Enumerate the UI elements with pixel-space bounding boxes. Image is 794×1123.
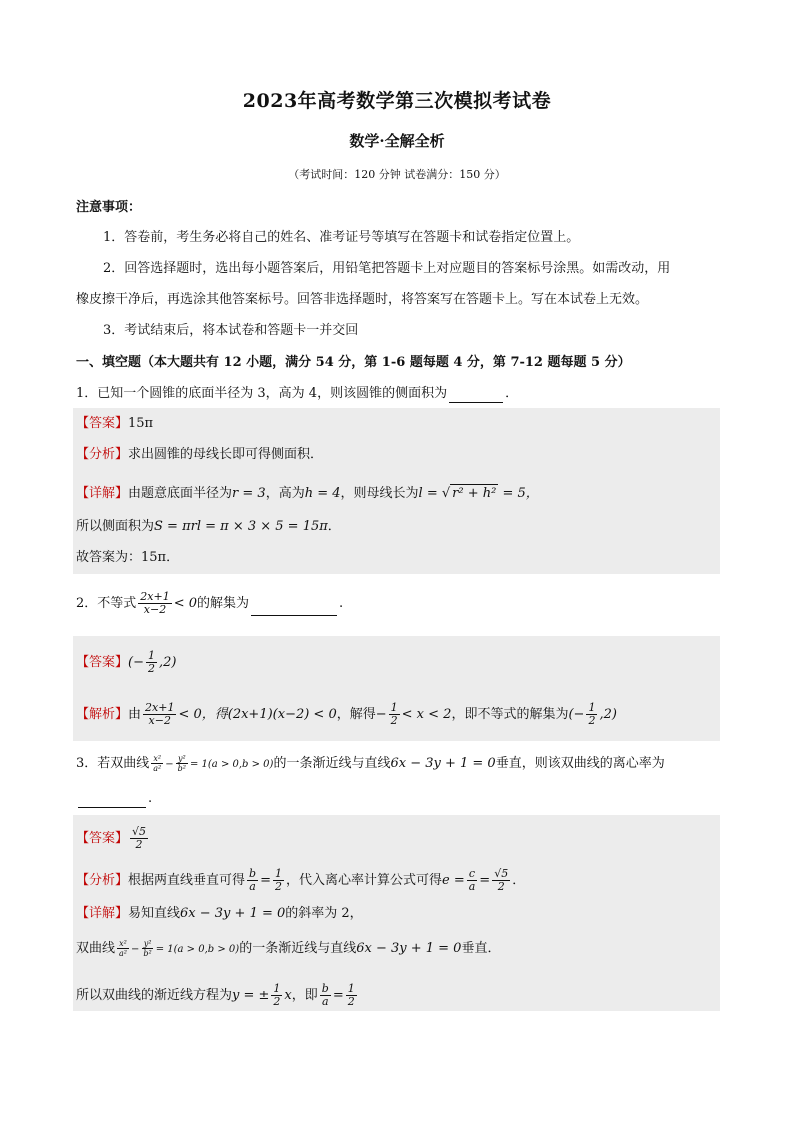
q2-an-f: < x < 2 bbox=[401, 707, 452, 722]
q3-half-num: 1 bbox=[274, 867, 282, 880]
q3-an-g: ，代入离心率计算公式可得 bbox=[285, 873, 442, 888]
q1-analysis-text: 求出圆锥的母线长即可得侧面积． bbox=[128, 447, 324, 462]
q2-frac-num: 2x+1 bbox=[140, 590, 170, 603]
q2-answer-den: 2 bbox=[147, 662, 155, 675]
q2-an-frac-num: 2x+1 bbox=[145, 701, 175, 714]
q2-an-e: − bbox=[375, 707, 387, 722]
q2-an-half-den: 2 bbox=[390, 714, 398, 727]
answer-blank bbox=[78, 793, 146, 808]
q3-answer bbox=[76, 826, 150, 851]
analysis-tag: 【分析】 bbox=[76, 447, 129, 462]
q1-detail: 【详解】由题意底面半径为r = 3，高为h = 4，则母线长为l = √ r² + h² = 5， bbox=[76, 486, 539, 501]
q3-d3-half-num: 1 bbox=[273, 982, 281, 995]
q2-inequality: < 0 bbox=[173, 596, 197, 611]
detail-tag: 【详解】 bbox=[76, 906, 129, 921]
q3-x-frac bbox=[151, 754, 163, 773]
document-subtitle: 数学·全解全析 bbox=[349, 132, 445, 150]
q3-ca-num: c bbox=[468, 867, 476, 880]
question-1-text: 1．已知一个圆锥的底面半径为 3，高为 4，则该圆锥的侧面积为 bbox=[76, 386, 448, 401]
q3-ba-frac bbox=[247, 868, 258, 893]
q3-detail-a: 易知直线 bbox=[128, 906, 181, 921]
note-item-2-line-1: 2．回答选择题时，选出每小题答案后，用铅笔把答题卡上对应题目的答案标号涂黑。如需改动，用 bbox=[103, 261, 671, 276]
detail-tag: 【详解】 bbox=[76, 486, 129, 501]
q3-analysis bbox=[76, 868, 525, 893]
q2-an-a: 由 bbox=[128, 707, 142, 722]
q3-ca-den: a bbox=[468, 880, 476, 893]
q2-an-fraction bbox=[143, 702, 176, 727]
q2-an-half2-num: 1 bbox=[588, 701, 596, 714]
answer-blank bbox=[449, 388, 503, 403]
q3-line-eq: 6x − 3y + 1 = 0 bbox=[390, 756, 496, 771]
q3-d-x-den: a² bbox=[119, 949, 127, 958]
q3-detail2-a: 双曲线 bbox=[76, 941, 116, 956]
q2-frac-den: x−2 bbox=[143, 603, 167, 616]
document-title: 2023年高考数学第三次模拟考试卷 bbox=[242, 90, 552, 112]
q3-detail-line-2 bbox=[76, 939, 500, 959]
q2-an-half-2 bbox=[586, 702, 597, 727]
q3-half-frac bbox=[273, 868, 284, 893]
q3-an-h: e = bbox=[442, 873, 465, 888]
q1-sqrt-expr: r² + h² bbox=[452, 486, 497, 501]
analysis-tag: 【解析】 bbox=[76, 707, 129, 722]
q2-answer-open: (− bbox=[128, 655, 144, 670]
q2-an-frac-den: x−2 bbox=[148, 714, 171, 727]
q3-detail3-a: 所以双曲线的渐近线方程为 bbox=[76, 988, 233, 1003]
q3-prefix: 3．若双曲线 bbox=[76, 756, 150, 771]
q3-d-x-num: x² bbox=[119, 939, 127, 948]
q3-d3-half-den: 2 bbox=[273, 995, 281, 1008]
q3-d3-ba bbox=[320, 983, 331, 1008]
question-2: 2．不等式 $\frac{2x+1}{x-2}$ < 0的解集为 . bbox=[76, 590, 344, 616]
q2-answer-fraction bbox=[146, 650, 157, 675]
q3-d3-eq: = bbox=[332, 988, 344, 1003]
question-1: 1．已知一个圆锥的底面半径为 3，高为 4，则该圆锥的侧面积为 ． bbox=[76, 386, 519, 401]
q3-answer-fraction bbox=[130, 826, 148, 851]
q2-an-half2-den: 2 bbox=[588, 714, 596, 727]
q3-d3-half2-den: 2 bbox=[347, 995, 355, 1008]
q2-an-half bbox=[389, 702, 400, 727]
q3-minus: − bbox=[165, 759, 174, 770]
q3-answer-den: 2 bbox=[135, 838, 143, 851]
q2-suffix: 的解集为 bbox=[197, 596, 250, 611]
q3-d-line-eq: 6x − 3y + 1 = 0 bbox=[356, 941, 462, 956]
q2-an-g: ，即不等式的解集为 bbox=[451, 707, 569, 722]
q1-detail2-end: ． bbox=[327, 519, 341, 534]
q2-answer-close: ,2) bbox=[158, 655, 177, 670]
q3-answer-num: √5 bbox=[132, 825, 147, 838]
q1-area-formula: S = πrl = π × 3 × 5 = 15π bbox=[154, 519, 328, 534]
q1-answer bbox=[76, 415, 153, 433]
analysis-tag: 【分析】 bbox=[76, 873, 129, 888]
q3-e-frac bbox=[492, 868, 510, 893]
q1-answer-value: 15π bbox=[128, 416, 154, 431]
q3-detail-b: 的斜率为 2， bbox=[285, 906, 363, 921]
q3-x-den: a² bbox=[153, 764, 162, 773]
answer-tag: 【答案】 bbox=[76, 416, 129, 431]
q2-an-i: ,2) bbox=[599, 707, 617, 722]
q3-middle: 的一条渐近线与直线 bbox=[273, 756, 391, 771]
note-item-2-line-2: 橡皮擦干净后，再选涂其他答案标号。回答非选择题时，将答案写在答题卡上。写在本试卷上无效。 bbox=[76, 292, 649, 307]
q1-detail-line-2 bbox=[76, 518, 341, 536]
q3-detail-line-3 bbox=[76, 983, 359, 1008]
answer-tag: 【答案】 bbox=[76, 831, 129, 846]
q3-y-den: b² bbox=[177, 764, 186, 773]
q1-analysis bbox=[76, 446, 323, 464]
q3-d3-half2-num: 1 bbox=[347, 982, 355, 995]
q1-detail-text-b: ，高为 bbox=[265, 486, 305, 501]
exam-time-info: （考试时间：120 分钟 试卷满分：150 分） bbox=[288, 168, 506, 181]
q3-an-eq2: = bbox=[479, 873, 491, 888]
q2-answer bbox=[76, 650, 176, 675]
q3-detail-line-eq: 6x − 3y + 1 = 0 bbox=[180, 906, 286, 921]
q2-answer-num: 1 bbox=[147, 649, 155, 662]
q3-d-y-frac bbox=[141, 939, 153, 958]
q2-an-c: (2x+1)(x−2) < 0 bbox=[227, 707, 337, 722]
q3-d-y-den: b² bbox=[143, 949, 152, 958]
note-item-3: 3．考试结束后，将本试卷和答题卡一并交回 bbox=[103, 323, 359, 338]
q1-slant-value: = 5， bbox=[502, 486, 539, 501]
q3-ba-num: b bbox=[249, 867, 257, 880]
q3-y-num: y² bbox=[177, 754, 186, 763]
q1-detail-text-a: 由题意底面半径为 bbox=[128, 486, 233, 501]
q3-ca-frac bbox=[467, 868, 478, 893]
q2-fraction bbox=[138, 591, 171, 616]
q3-y-frac bbox=[176, 754, 188, 773]
q1-slant: l = bbox=[418, 486, 438, 501]
q3-d3-half bbox=[271, 983, 282, 1008]
q3-detail3-b: y = ± bbox=[232, 988, 270, 1003]
q2-prefix: 2．不等式 bbox=[76, 596, 137, 611]
q3-cond: = 1(a > 0,b > 0) bbox=[189, 759, 274, 770]
q3-d-cond: = 1(a > 0,b > 0) bbox=[155, 944, 240, 955]
q1-height: h = 4 bbox=[304, 486, 341, 501]
q3-an-a: 根据两直线垂直可得 bbox=[128, 873, 246, 888]
q3-detail3-d: ，即 bbox=[291, 988, 318, 1003]
q1-detail2-text: 所以侧面积为 bbox=[76, 519, 155, 534]
q1-conclusion: 故答案为：15π． bbox=[76, 550, 180, 565]
q3-d3-ba-num: b bbox=[321, 982, 329, 995]
q3-d3-half2 bbox=[346, 983, 357, 1008]
q3-an-k: ． bbox=[512, 873, 526, 888]
answer-blank bbox=[251, 601, 337, 616]
q3-e-den: 2 bbox=[497, 880, 505, 893]
q3-d3-ba-den: a bbox=[322, 995, 329, 1008]
q3-suffix: 垂直，则该双曲线的离心率为 bbox=[495, 756, 665, 771]
q3-d-minus: − bbox=[131, 944, 140, 955]
q2-an-half-num: 1 bbox=[390, 701, 398, 714]
answer-tag: 【答案】 bbox=[76, 655, 129, 670]
q3-blank-line: . bbox=[76, 790, 152, 808]
q3-an-eq: = bbox=[260, 873, 271, 888]
q2-an-d: ，解得 bbox=[336, 707, 376, 722]
q3-d-middle: 的一条渐近线与直线 bbox=[239, 941, 357, 956]
q3-detail bbox=[76, 905, 363, 923]
q3-d-y-num: y² bbox=[143, 939, 152, 948]
q1-radius: r = 3 bbox=[232, 486, 266, 501]
q2-analysis bbox=[76, 702, 617, 727]
q2-an-b: < 0，得 bbox=[178, 707, 228, 722]
q1-detail-text-c: ，则母线长为 bbox=[340, 486, 419, 501]
question-3 bbox=[76, 754, 665, 774]
q3-ba-den: a bbox=[249, 880, 256, 893]
note-item-1: 1．答卷前，考生务必将自己的姓名、准考证号等填写在答题卡和试卷指定位置上。 bbox=[103, 230, 580, 245]
section-heading: 一、填空题（本大题共有 12 小题，满分 54 分，第 1-6 题每题 4 分，第 7-12 题每题 5 分） bbox=[76, 355, 631, 370]
q3-d-x-frac bbox=[117, 939, 129, 958]
q3-e-num: √5 bbox=[494, 867, 509, 880]
q3-half-den: 2 bbox=[274, 880, 282, 893]
q3-x-num: x² bbox=[153, 754, 162, 763]
q2-an-h: (− bbox=[568, 707, 585, 722]
q3-detail2-b: 垂直． bbox=[461, 941, 501, 956]
q3-detail3-c: x bbox=[284, 988, 292, 1003]
notes-heading: 注意事项： bbox=[76, 200, 142, 215]
